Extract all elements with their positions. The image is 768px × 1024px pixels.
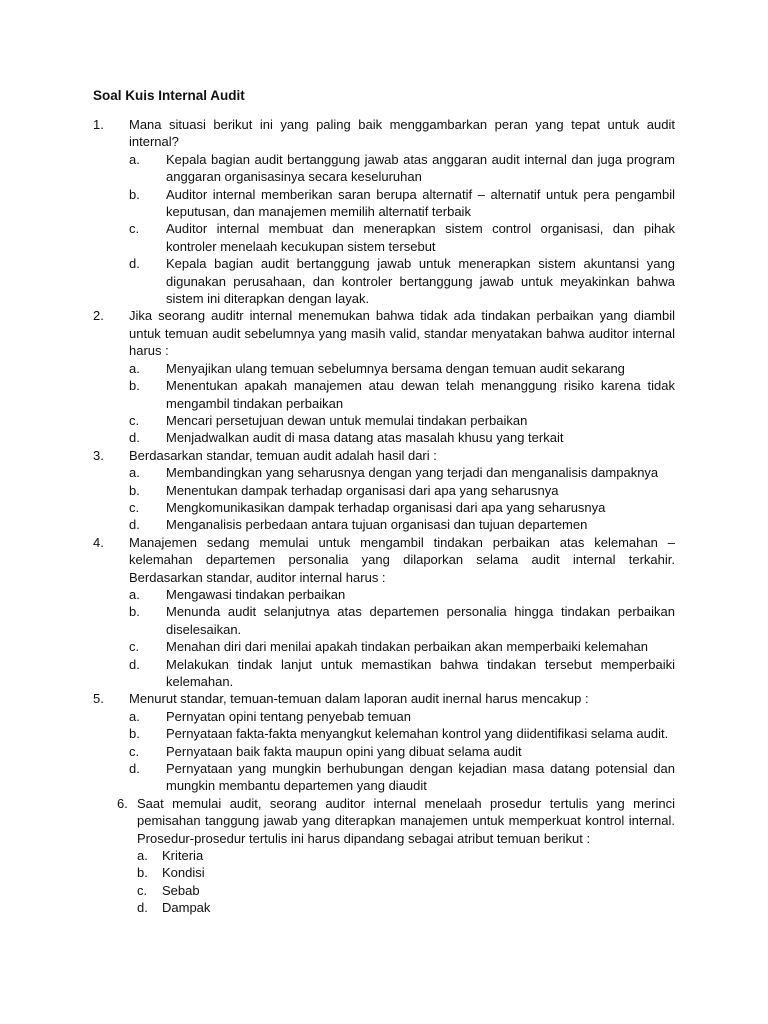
option-text: Auditor internal membuat dan menerapkan sistem control organisasi, dan pihak kontroler menelaah kecukupan sistem tersebut <box>166 221 675 254</box>
option-letter: b. <box>129 482 140 498</box>
option-item <box>129 151 675 186</box>
option-item <box>129 760 675 795</box>
option-letter: c. <box>129 221 140 237</box>
question-number: 5. <box>93 691 104 707</box>
option-letter: d. <box>129 656 140 672</box>
option-item <box>129 586 675 603</box>
option-letter: a. <box>129 151 140 167</box>
option-letter: c. <box>129 743 140 759</box>
question-text: Jika seorang auditr internal menemukan bahwa tidak ada tindakan perbaikan yang diambil untuk temuan audit sebelumnya yang masih valid, standar menyatakan bahwa auditor internal harus : <box>129 308 675 359</box>
option-item <box>129 220 675 255</box>
option-text: Mencari persetujuan dewan untuk memulai tindakan perbaikan <box>166 412 528 428</box>
option-letter: c. <box>129 499 140 515</box>
option-item <box>137 882 675 899</box>
option-letter: a. <box>129 586 140 602</box>
option-text: Pernyataan baik fakta maupun opini yang dibuat selama audit <box>166 743 522 759</box>
option-item <box>137 847 675 864</box>
option-letter: b. <box>129 604 140 620</box>
option-text: Menyajikan ulang temuan sebelumnya bersama dengan temuan audit sekarang <box>166 360 625 376</box>
option-item <box>129 255 675 307</box>
option-letter: b. <box>129 378 140 394</box>
option-letter: c. <box>129 639 140 655</box>
option-item <box>137 864 675 881</box>
option-text: Kepala bagian audit bertanggung jawab atas anggaran audit internal dan juga program anggaran organisasinya secara keseluruhan <box>166 151 675 185</box>
question-1 <box>0 116 768 307</box>
option-item <box>129 725 675 742</box>
question-5 <box>0 690 768 794</box>
option-text: Pernyataan yang mungkin berhubungan dengan kejadian masa datang potensial dan mungkin membantu departemen yang diaudit <box>166 761 675 794</box>
option-letter: a. <box>129 360 140 376</box>
option-item <box>129 708 675 725</box>
option-text: Membandingkan yang seharusnya dengan yang terjadi dan menganalisis dampaknya <box>166 465 659 481</box>
option-letter: b. <box>137 865 148 881</box>
option-letter: c. <box>129 412 140 428</box>
question-2 <box>0 307 768 446</box>
option-text: Pernyatan opini tentang penyebab temuan <box>166 708 412 724</box>
option-item <box>129 186 675 221</box>
option-text: Menahan diri dari menilai apakah tindakan perbaikan akan memperbaiki kelemahan <box>166 639 649 655</box>
option-item <box>129 743 675 760</box>
option-item <box>129 499 675 516</box>
option-item <box>137 899 675 916</box>
option-text: Menganalisis perbedaan antara tujuan organisasi dan tujuan departemen <box>166 517 588 533</box>
option-text: Auditor internal memberikan saran berupa alternatif – alternatif untuk pera pengambil keputusan, dan manajemen memilih alternatif terbaik <box>166 186 675 220</box>
option-letter: d. <box>129 761 140 777</box>
option-item <box>129 516 675 533</box>
option-letter: a. <box>137 848 148 864</box>
option-text: Menunda audit selanjutnya atas departemen personalia hingga tindakan perbaikan diselesaikan. <box>166 604 675 637</box>
option-item <box>129 638 675 655</box>
option-letter: a. <box>129 708 140 724</box>
option-item <box>129 360 675 377</box>
option-item <box>129 412 675 429</box>
option-text: Mengawasi tindakan perbaikan <box>166 586 346 602</box>
option-text: Mengkomunikasikan dampak terhadap organisasi dari apa yang seharusnya <box>166 499 606 515</box>
option-text: Kondisi <box>162 865 205 881</box>
option-text: Menentukan dampak terhadap organisasi dari apa yang seharusnya <box>166 482 559 498</box>
option-text: Menjadwalkan audit di masa datang atas masalah khusu yang terkait <box>166 430 564 446</box>
question-text: Mana situasi berikut ini yang paling baik menggambarkan peran yang tepat untuk audit internal? <box>129 117 675 150</box>
option-letter: b. <box>129 726 140 742</box>
option-letter: c. <box>137 882 148 898</box>
option-letter: d. <box>129 256 140 272</box>
option-letter: b. <box>129 186 140 202</box>
option-item <box>129 429 675 446</box>
option-text: Dampak <box>162 900 211 916</box>
question-text: Saat memulai audit, seorang auditor internal menelaah prosedur tertulis yang merinci pemisahan tanggung jawab yang diterapkan manajemen untuk memperkuat kontrol internal. Prosedur-prosedur tertulis ini harus dipandang sebagai atribut temuan berikut : <box>137 795 675 846</box>
option-item <box>129 482 675 499</box>
question-text: Berdasarkan standar, temuan audit adalah hasil dari : <box>129 447 437 463</box>
question-text: Manajemen sedang memulai untuk mengambil tindakan perbaikan atas kelemahan – kelemahan departemen personalia yang dilaporkan selama audit internal terkahir. Berdasarkan standar, auditor internal harus : <box>129 534 675 585</box>
option-text: Sebab <box>162 882 200 898</box>
question-text: Menurut standar, temuan-temuan dalam laporan audit inernal harus mencakup : <box>129 691 589 707</box>
option-text: Menentukan apakah manajemen atau dewan telah menanggung risiko karena tidak mengambil tindakan perbaikan <box>166 378 675 411</box>
option-text: Kriteria <box>162 848 204 864</box>
option-text: Melakukan tindak lanjut untuk memastikan bahwa tindakan tersebut memperbaiki kelemahan. <box>166 656 675 689</box>
option-item <box>129 377 675 412</box>
question-number: 6. <box>117 795 128 811</box>
option-letter: a. <box>129 465 140 481</box>
question-list <box>0 116 768 917</box>
question-6 <box>0 795 768 917</box>
option-letter: d. <box>129 517 140 533</box>
option-item <box>129 464 675 481</box>
question-number: 4. <box>93 534 104 550</box>
question-4 <box>0 534 768 691</box>
option-text: Pernyataan fakta-fakta menyangkut kelemahan kontrol yang diidentifikasi selama audit. <box>166 726 669 742</box>
question-number: 1. <box>93 117 104 132</box>
option-letter: d. <box>137 900 148 916</box>
question-3 <box>0 447 768 534</box>
option-item <box>129 656 675 691</box>
document-title: Soal Kuis Internal Audit <box>93 88 245 103</box>
option-letter: d. <box>129 430 140 446</box>
option-text: Kepala bagian audit bertanggung jawab untuk menerapkan sistem akuntansi yang digunakan perusahaan, dan kontroler bertanggung jawab untuk meyakinkan bahwa sistem ini diterapkan dengan layak. <box>166 256 675 307</box>
question-number: 3. <box>93 447 104 463</box>
question-number: 2. <box>93 308 104 324</box>
option-item <box>129 603 675 638</box>
